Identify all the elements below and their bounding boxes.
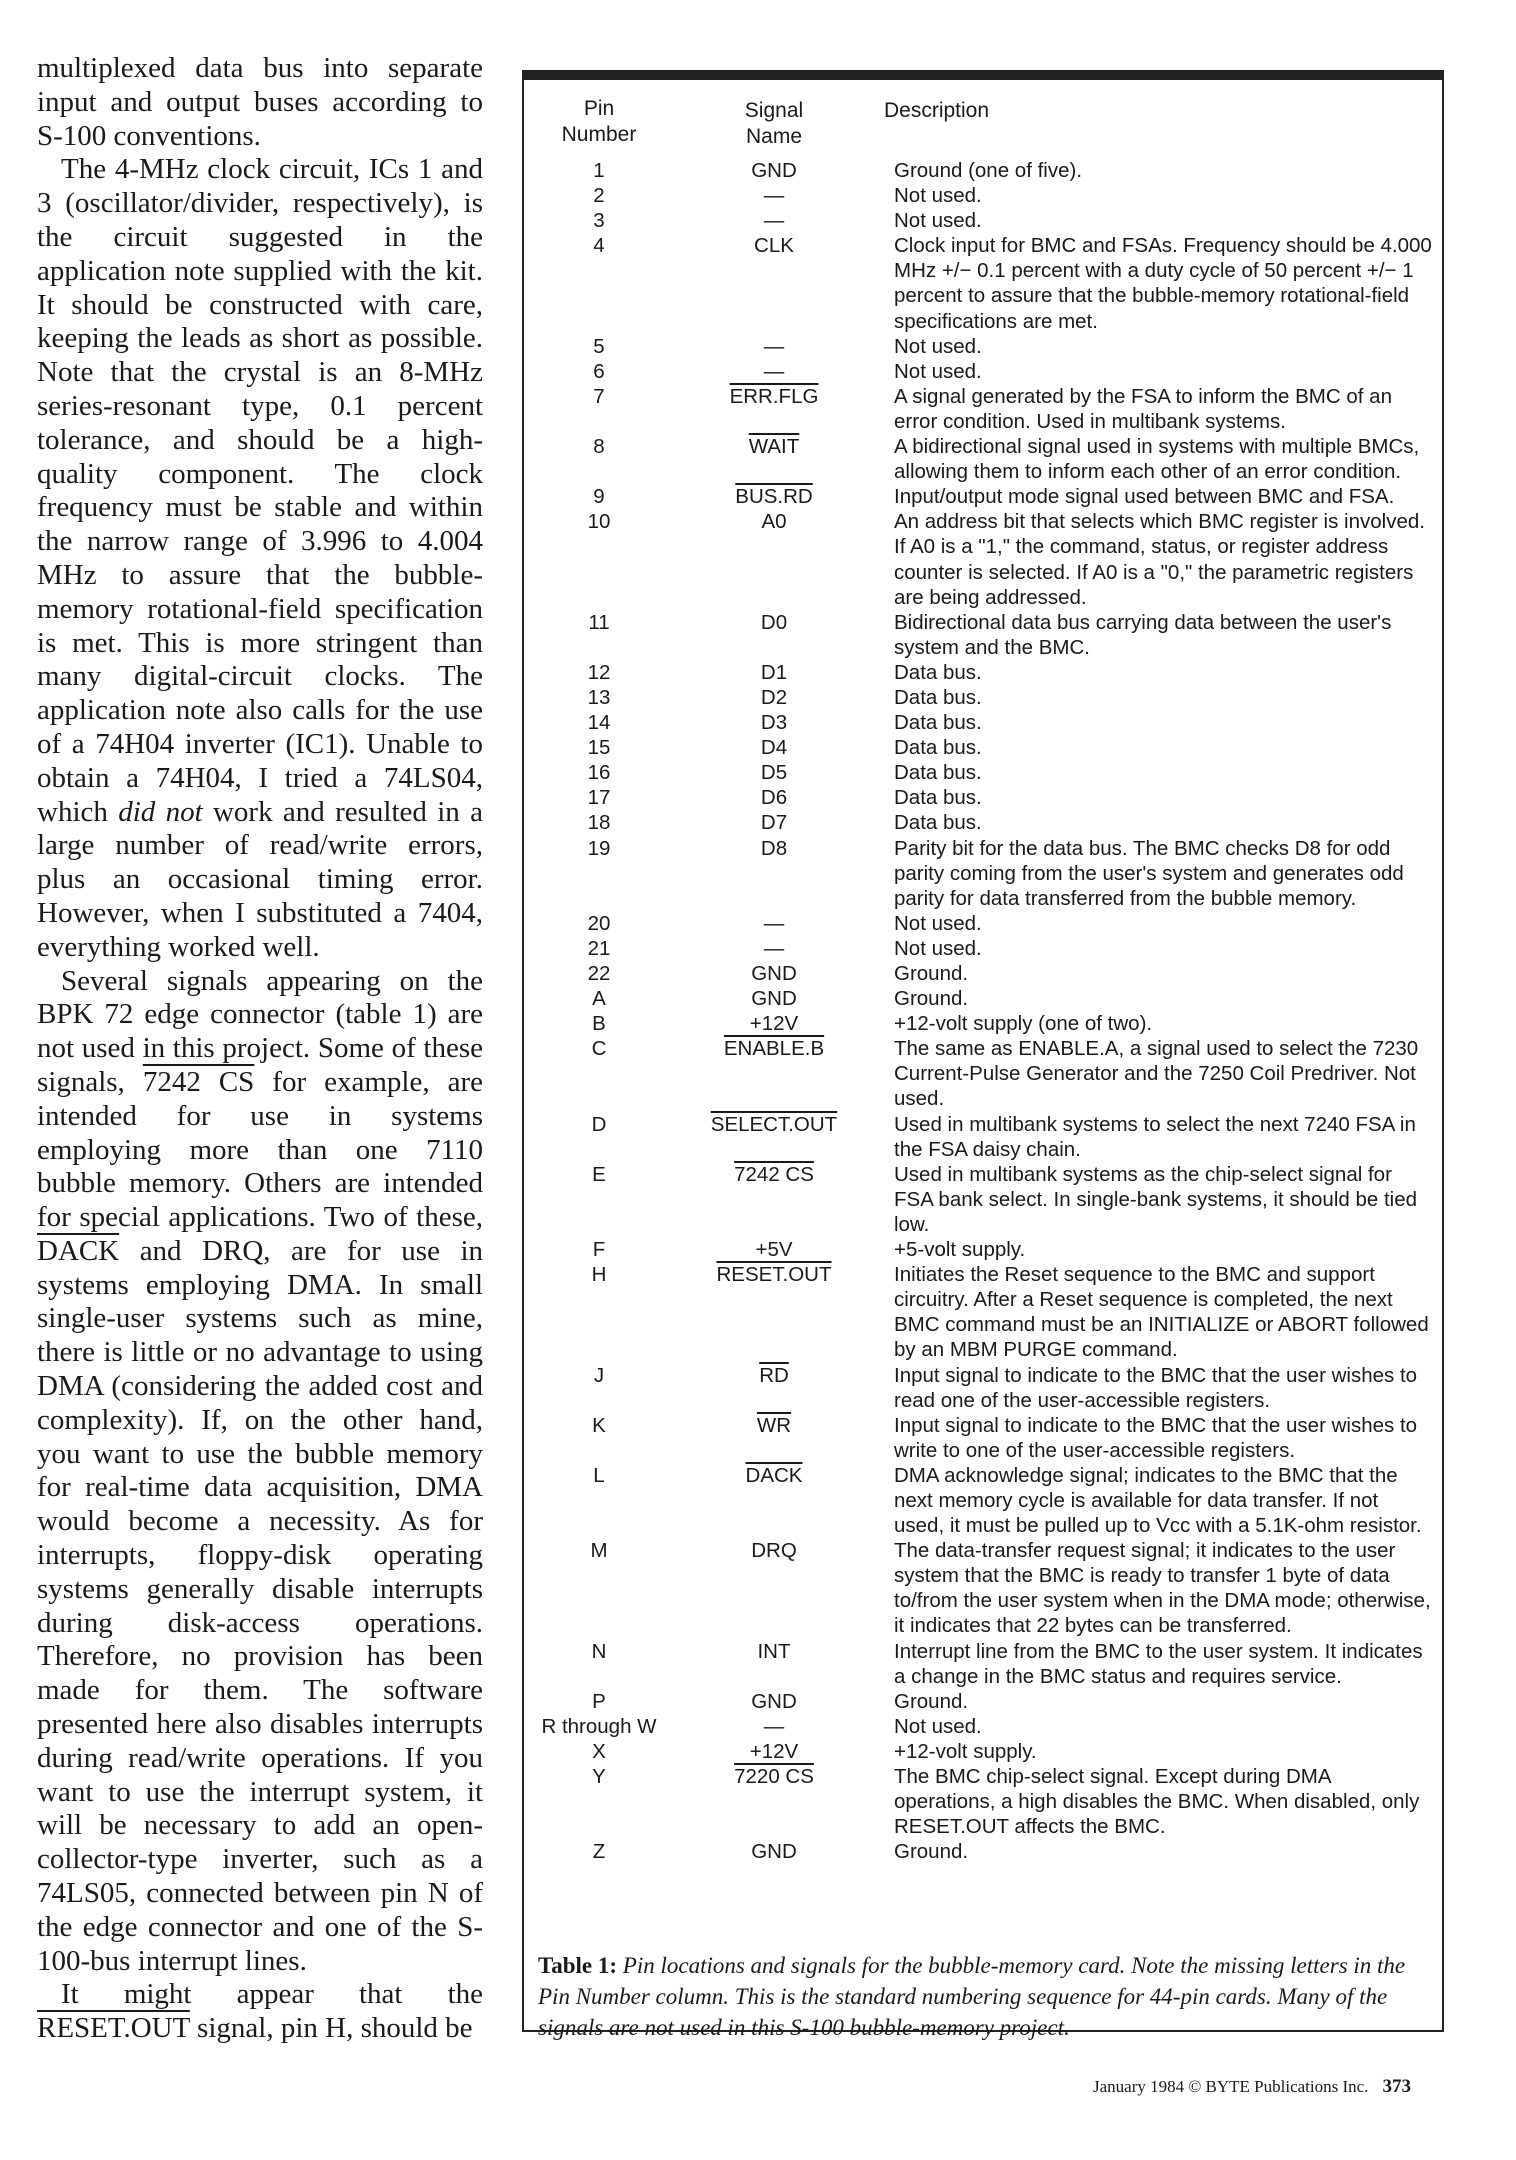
signal-label: D0 (760, 610, 788, 634)
signal-description: Data bus. (894, 685, 982, 709)
signal-name (674, 785, 874, 810)
pin-number: L (593, 1463, 605, 1487)
table-row (524, 810, 1442, 835)
pin-number: 1 (593, 159, 605, 182)
table-row (524, 1714, 1442, 1739)
pin-number: 11 (588, 610, 610, 634)
signal-description: The data-transfer request signal; it indicates to the user system that the BMC is ready to transfer 1 byte of data to/from the user system when in the DMA mode; otherwise, it indicates that 22 bytes can be transferred. (894, 1539, 1431, 1638)
signal-description: Initiates the Reset sequence to the BMC and support circuitry. After a Reset sequence is completed, the next BMC command must be an INITIALIZE or ABORT followed by an MBM PURGE command. (894, 1263, 1429, 1362)
signal-description: The BMC chip-select signal. Except during DMA operations, a high disables the BMC. When disabled, only RESET.OUT affects the BMC. (894, 1765, 1420, 1839)
signal-description: Input signal to indicate to the BMC that the user wishes to read one of the user-accessible registers. (894, 1363, 1418, 1412)
signal-name (674, 1764, 874, 1839)
signal-name (674, 660, 874, 685)
pin-number: H (591, 1263, 607, 1287)
signal-description: Not used. (894, 209, 982, 233)
pin-number: R through W (541, 1714, 657, 1738)
signal-description: Ground. (894, 962, 969, 985)
signal-name (674, 359, 874, 384)
signal-description: Ground. (894, 1689, 969, 1713)
pin-number: X (592, 1739, 606, 1763)
signal-name (674, 484, 874, 509)
signal-name (674, 1689, 874, 1714)
signal-description: Not used. (894, 1714, 982, 1738)
pin-number: 20 (587, 911, 611, 935)
signal-description: Not used. (894, 359, 982, 383)
signal-label: D1 (760, 660, 788, 684)
signal-name (674, 911, 874, 936)
signal-label: — (763, 1714, 785, 1738)
table-row (524, 735, 1442, 760)
signal-description: Ground (one of five). (894, 159, 1083, 182)
pin-number: N (591, 1639, 607, 1663)
table-row (524, 660, 1442, 685)
signal-description: An address bit that selects which BMC register is involved. If A0 is a "1," the command, status, or register address counter is selected. If A0 is a "0," the parametric registers are being addressed. (894, 510, 1425, 609)
table-row (524, 1839, 1442, 1864)
table-row (524, 1237, 1442, 1262)
signal-description: Clock input for BMC and FSAs. Frequency should be 4.000 MHz +/− 0.1 percent with a duty cycle of 50 percent +/− 1 percent to assure that the bubble-memory rotational-field specifications are met. (894, 234, 1432, 333)
page-footer (1093, 2076, 1411, 2098)
signal-description: Data bus. (894, 660, 982, 684)
signal-description: Input signal to indicate to the BMC that the user wishes to write to one of the user-accessible registers. (894, 1413, 1418, 1462)
signal-name (674, 810, 874, 835)
signal-label: $\overline{RD}$ (759, 1363, 789, 1387)
signal-name (674, 334, 874, 359)
pin-number: 9 (593, 485, 605, 509)
pin-number: 16 (587, 761, 611, 785)
paragraph: Several signals appearing on the BPK 72 edge connector (table 1) are not used in this project. Some of these signals, 7242 CS for example, are intended for use in systems employing more than one 7110 bubble memory. Others are intended for special applications. Two of these, DACK and DRQ, are for use in systems employing DMA. In small single-user systems such as mine, there is little or no advantage to using DMA (considering the added cost and complexity). If, on the other hand, you want to use the bubble memory for real-time data acquisition, DMA would become a necessity. As for interrupts, floppy-disk operating systems generally disable interrupts during disk-access operations. Therefore, no provision has been made for them. The software presented here also disables interrupts during read/write operations. If you want to use the interrupt system, it will be necessary to add an open-collector-type inverter, such as a 74LS05, connected between pin N of the edge connector and one of the S-100-bus interrupt lines. (37, 964, 484, 1977)
table-row (524, 836, 1442, 911)
table-row (524, 1011, 1442, 1036)
table-row (524, 961, 1442, 986)
signal-label: D5 (760, 761, 788, 785)
signal-name (674, 1237, 874, 1262)
signal-label: ENABLE.B (723, 1037, 825, 1061)
signal-name (674, 1839, 874, 1864)
signal-name (674, 384, 874, 434)
signal-description: DMA acknowledge signal; indicates to the BMC that the next memory cycle is available for data transfer. If not used, it must be pulled up to Vcc with a 5.1K-ohm resistor. (894, 1463, 1422, 1538)
table-row (524, 183, 1442, 208)
signal-description: Not used. (894, 911, 982, 935)
signal-description: Not used. (894, 936, 982, 960)
table-row (524, 685, 1442, 710)
signal-label: D3 (760, 711, 788, 735)
signal-label: BUS.RD (735, 485, 813, 509)
pin-number: 12 (587, 660, 611, 684)
signal-label: WAIT (748, 435, 800, 459)
signal-description: Not used. (894, 334, 982, 358)
header-signal-name: Signal Name (744, 99, 804, 148)
signal-label: — (763, 911, 785, 935)
table-row (524, 1112, 1442, 1162)
table-row (524, 1363, 1442, 1413)
signal-name (674, 1011, 874, 1036)
publication-info: January 1984 © BYTE Publications Inc. (1093, 2077, 1369, 2096)
pin-number: 3 (593, 209, 605, 233)
signal-label: GND (751, 159, 797, 182)
table-row (524, 1463, 1442, 1538)
signal-description: Input/output mode signal used between BMC and FSA. (894, 485, 1395, 509)
signal-label: D2 (760, 685, 788, 709)
pin-number: 15 (587, 736, 611, 760)
emphasis: did not (118, 795, 203, 828)
pin-number: J (593, 1363, 605, 1387)
paragraph: The 4-MHz clock circuit, ICs 1 and 3 (oscillator/divider, respectively), is the circuit suggested in the application note supplied with the kit. It should be constructed with care, keeping the leads as short as possible. Note that the crystal is an 8-MHz series-resonant type, 0.1 percent tolerance, and should be a high-quality component. The clock frequency must be stable and within the narrow range of 3.996 to 4.004 MHz to assure that the bubble-memory rotational-field specification is met. This is more stringent than many digital-circuit clocks. The application note also calls for the use of a 74H04 inverter (IC1). Unable to obtain a 74H04, I tried a 74LS04, which did not work and resulted in a large number of read/write errors, plus an occasional timing error. However, when I substituted a 7404, everything worked well. (37, 153, 483, 963)
signal-label: A0 (761, 510, 787, 534)
pin-number: 13 (587, 685, 611, 709)
signal-label: GND (751, 987, 797, 1011)
signal-description: Data bus. (894, 811, 982, 835)
signal-description: Data bus. (894, 761, 982, 785)
signal-name (674, 233, 874, 333)
signal-label: — (763, 209, 785, 233)
signal-description: Used in multibank systems to select the next 7240 FSA in the FSA daisy chain. (894, 1112, 1416, 1161)
pin-number: B (592, 1012, 606, 1036)
signal-name (674, 183, 874, 208)
signal-label: GND (751, 1840, 797, 1864)
table-row (524, 233, 1442, 333)
table-row (524, 710, 1442, 735)
signal-label: DRQ (751, 1539, 797, 1563)
table-row (524, 484, 1442, 509)
signal-description: +12-volt supply. (894, 1739, 1037, 1763)
signal-name (674, 1538, 874, 1638)
signal-label: INT (757, 1639, 791, 1663)
table-row (524, 509, 1442, 609)
table-row (524, 911, 1442, 936)
pin-number: A (592, 987, 606, 1011)
header-description: Description (884, 99, 990, 122)
pin-number: Y (592, 1765, 606, 1788)
signal-label: GND (751, 1689, 797, 1713)
signal-description: Bidirectional data bus carrying data between the user's system and the BMC. (894, 610, 1392, 659)
table-caption: Table 1: Pin locations and signals for the bubble-memory card. Note the missing letters in the Pin Number column. This is the standard numbering sequence for 44-pin cards. Many of the signals are not used in this S-100 bubble-memory project. (538, 1953, 1406, 2040)
table-row (524, 1413, 1442, 1463)
signal-description: +12-volt supply (one of two). (894, 1012, 1153, 1036)
pin-number: 5 (593, 334, 605, 358)
signal-name: 7242 CS (142, 1065, 255, 1098)
signal-name: DACK (37, 1234, 120, 1267)
pin-number: M (590, 1539, 608, 1563)
signal-name (674, 1639, 874, 1689)
signal-description: Data bus. (894, 736, 982, 760)
signal-label: — (763, 359, 785, 383)
signal-name (674, 610, 874, 660)
signal-name (674, 1463, 874, 1538)
signal-name (674, 158, 874, 183)
pin-number: 10 (587, 510, 611, 534)
table-row (524, 1262, 1442, 1362)
table-row (524, 1764, 1442, 1839)
signal-name (674, 434, 874, 484)
pin-number: 7 (593, 384, 605, 408)
signal-description: Used in multibank systems as the chip-select signal for FSA bank select. In single-bank systems, it should be tied low. (894, 1162, 1418, 1236)
signal-label: +12V (749, 1012, 799, 1036)
signal-label: — (763, 936, 785, 960)
table-row (524, 610, 1442, 660)
table-row (524, 1538, 1442, 1638)
pin-number: 18 (587, 811, 611, 835)
pin-number: D (591, 1112, 607, 1136)
signal-label: $\overline{WR}$ (756, 1413, 792, 1437)
article-body-column (37, 52, 483, 2046)
signal-name (674, 1262, 874, 1362)
table-row (524, 986, 1442, 1011)
pin-number: 2 (593, 184, 605, 208)
signal-name (674, 208, 874, 233)
pin-number: 21 (587, 936, 611, 960)
pin-signal-table (522, 70, 1444, 2040)
table-row (524, 936, 1442, 961)
signal-name (674, 1739, 874, 1764)
signal-name (674, 1162, 874, 1237)
pin-number: 22 (587, 962, 611, 985)
header-pin-number: Pin Number (561, 97, 637, 146)
signal-label: ERR.FLG (729, 384, 819, 408)
signal-label: D7 (760, 811, 788, 835)
signal-description: Parity bit for the data bus. The BMC checks D8 for odd parity coming from the user's system and generates odd parity for data transferred from the bubble memory. (894, 836, 1404, 910)
table-row (524, 1639, 1442, 1689)
pin-number: 19 (587, 836, 611, 860)
signal-name (674, 936, 874, 961)
table-row (524, 760, 1442, 785)
table-row (524, 1036, 1442, 1111)
table-row (524, 434, 1442, 484)
signal-label: — (763, 184, 785, 208)
pin-number: Z (592, 1840, 606, 1864)
signal-label: D6 (760, 786, 788, 810)
signal-description: Data bus. (894, 711, 982, 735)
signal-description: Ground. (894, 987, 969, 1011)
table-row (524, 208, 1442, 233)
signal-name (674, 735, 874, 760)
table-row (524, 334, 1442, 359)
signal-name (674, 1363, 874, 1413)
signal-label: CLK (754, 234, 794, 258)
signal-name (674, 685, 874, 710)
table-row (524, 384, 1442, 434)
signal-label: GND (751, 962, 797, 985)
signal-name (674, 710, 874, 735)
signal-label: — (763, 334, 785, 358)
signal-label: D8 (760, 836, 788, 860)
pin-number: E (592, 1162, 606, 1186)
pin-number: K (592, 1413, 606, 1437)
table-row (524, 785, 1442, 810)
signal-name (674, 961, 874, 986)
pin-number: 8 (593, 435, 605, 459)
pin-number: 17 (587, 786, 611, 810)
signal-name (674, 1036, 874, 1111)
table-rows (524, 158, 1442, 1864)
table-row (524, 359, 1442, 384)
pin-number: 14 (587, 711, 611, 735)
signal-label: RESET.OUT (716, 1263, 832, 1287)
signal-description: Interrupt line from the BMC to the user system. It indicates a change in the BMC status and requires service. (894, 1639, 1423, 1688)
signal-label: +5V (755, 1238, 793, 1262)
pin-number: 4 (593, 234, 605, 258)
signal-label: 7242 CS (734, 1162, 814, 1186)
signal-label: DACK (745, 1463, 803, 1487)
signal-name (674, 1413, 874, 1463)
signal-description: A signal generated by the FSA to inform the BMC of an error condition. Used in multibank systems. (894, 384, 1392, 433)
signal-label: D4 (760, 736, 788, 760)
paragraph: multiplexed data bus into separate input and output buses according to S-100 conventions. (37, 52, 483, 152)
signal-name (674, 760, 874, 785)
signal-label: +12V (749, 1739, 799, 1763)
table-row (524, 158, 1442, 183)
signal-description: Ground. (894, 1840, 969, 1864)
signal-name (674, 509, 874, 609)
table-row (524, 1162, 1442, 1237)
page-number: 373 (1382, 2076, 1411, 2097)
pin-number: C (591, 1037, 607, 1061)
paragraph: It might appear that the RESET.OUT signal, pin H, should be (37, 1978, 483, 2045)
signal-description: The same as ENABLE.A, a signal used to select the 7230 Current-Pulse Generator and the 7250 Coil Predriver. Not used. (894, 1037, 1419, 1111)
pin-number: P (592, 1689, 606, 1713)
signal-label: 7220 CS (734, 1765, 814, 1788)
signal-description: Not used. (894, 184, 982, 208)
table-row (524, 1739, 1442, 1764)
signal-name (674, 986, 874, 1011)
signal-name: RESET.OUT (37, 2012, 190, 2045)
pin-number: 6 (593, 359, 605, 383)
signal-name (674, 836, 874, 911)
signal-label: SELECT.OUT (710, 1112, 838, 1136)
signal-description: +5-volt supply. (894, 1238, 1026, 1262)
table-row (524, 1689, 1442, 1714)
signal-description: Data bus. (894, 786, 982, 810)
signal-name (674, 1112, 874, 1162)
pin-number: F (592, 1238, 606, 1262)
signal-name (674, 1714, 874, 1739)
signal-description: A bidirectional signal used in systems with multiple BMCs, allowing them to inform each other of an error condition. (894, 435, 1420, 484)
